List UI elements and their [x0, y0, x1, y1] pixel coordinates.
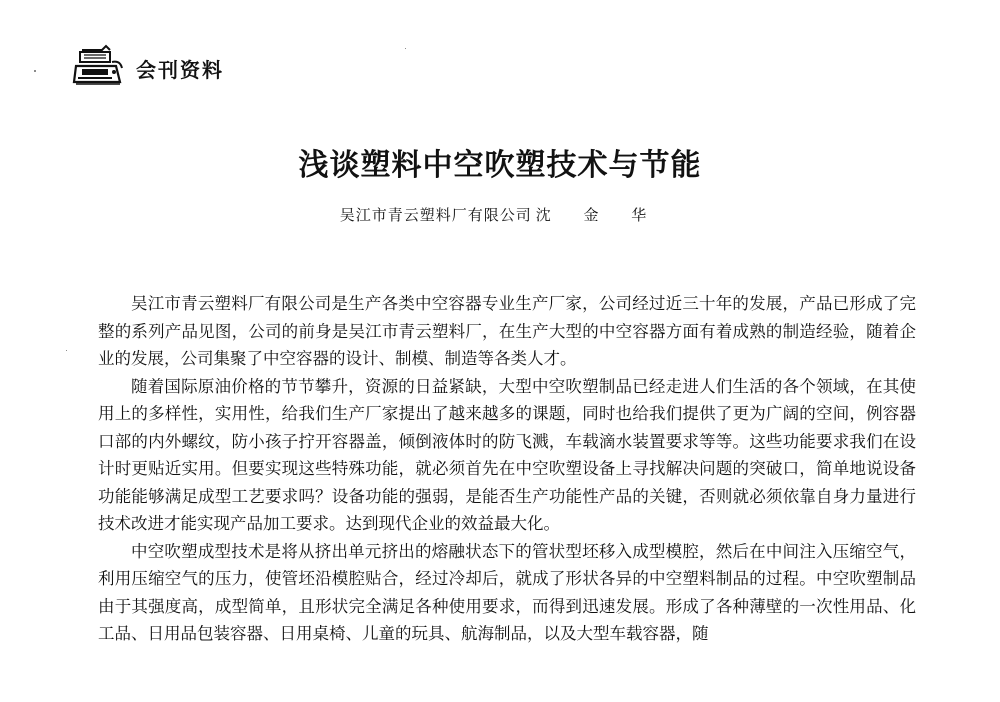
paragraph: 吴江市青云塑料厂有限公司是生产各类中空容器专业生产厂家，公司经过近三十年的发展，产品已形成了完整的系列产品见图，公司的前身是吴江市青云塑料厂，在生产大型的中空容器方面有着成熟的制造经验，随着企业的发展，公司集聚了中空容器的设计、制模、制造等各类人才。 — [98, 294, 916, 368]
author-organization: 吴江市青云塑料厂有限公司 — [339, 206, 532, 224]
paragraph: 中空吹塑成型技术是将从挤出单元挤出的熔融状态下的管状型坯移入成型模腔，然后在中间注入压缩空气，利用压缩空气的压力，使管坯沿模腔贴合，经过冷却后，就成了形状各异的中空塑料制品的过程。中空吹塑制品由于其强度高，成型简单，且形状完全满足各种使用要求，而得到迅速发展。形成了各种薄壁的一次性用品、化工品、日用品包装容器、日用桌椅、儿童的玩具、航海制品，以及大型车载容器，随 — [98, 541, 916, 643]
section-header — [72, 42, 224, 90]
printer-fax-icon — [72, 44, 128, 88]
author-name: 沈 金 华 — [535, 206, 661, 224]
scan-speck — [66, 350, 67, 351]
paragraph: 随着国际原油价格的节节攀升，资源的日益紧缺，大型中空吹塑制品已经走进人们生活的各个领域，在其使用上的多样性，实用性，给我们生产厂家提出了越来越多的课题，同时也给我们提供了更为广阔的空间，例容器口部的内外螺纹，防小孩子拧开容器盖，倾倒液体时的防飞溅，车载滴水装置要求等等。这些功能要求我们在设计时更贴近实用。但要实现这些特殊功能，就必须首先在中空吹塑设备上寻找解决问题的突破口，简单地说设备功能能够满足成型工艺要求吗？设备功能的强弱，是能否生产功能性产品的关键，否则就必须依靠自身力量进行技术改进才能实现产品加工要求。达到现代企业的效益最大化。 — [98, 376, 916, 533]
section-label: 会刊资料 — [136, 57, 224, 82]
article-body — [98, 290, 916, 648]
article-author — [0, 204, 1000, 225]
article-title: 浅谈塑料中空吹塑技术与节能 — [298, 148, 702, 183]
scan-speck — [34, 70, 36, 72]
scan-speck — [405, 48, 406, 49]
